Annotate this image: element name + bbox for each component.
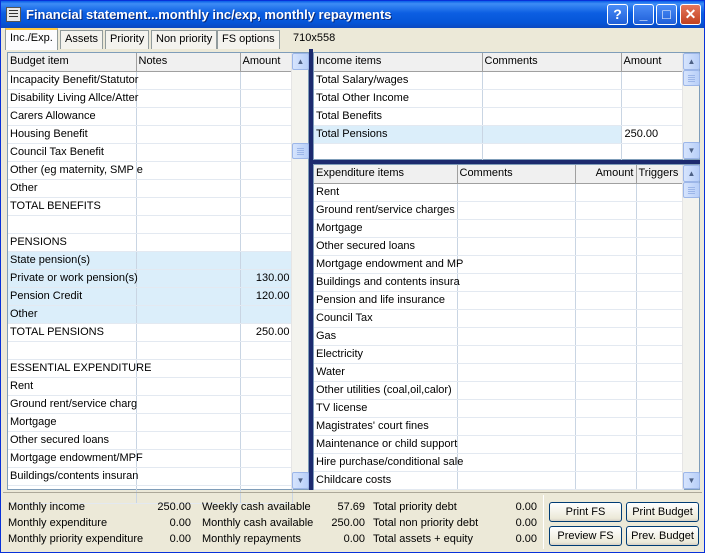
expenditure-item-cell[interactable]: Maintenance or child support	[314, 435, 457, 453]
table-row[interactable]	[8, 251, 292, 269]
table-row[interactable]	[8, 305, 292, 323]
income-item-cell[interactable]	[314, 143, 482, 161]
budget-item-cell[interactable]: Council Tax Benefit	[8, 143, 136, 161]
expenditure-triggers-cell[interactable]	[636, 309, 683, 327]
budget-item-cell[interactable]: Other secured loans	[8, 431, 136, 449]
budget-notes-cell[interactable]	[136, 467, 240, 485]
expenditure-amount-cell[interactable]	[575, 345, 636, 363]
table-row[interactable]	[314, 107, 683, 125]
expenditure-amount-cell[interactable]	[575, 363, 636, 381]
expenditure-triggers-cell[interactable]	[636, 435, 683, 453]
expenditure-comments-cell[interactable]	[457, 183, 575, 201]
table-row[interactable]	[314, 143, 683, 161]
expenditure-comments-cell[interactable]	[457, 327, 575, 345]
monthly-cash-label: Monthly cash available	[202, 517, 314, 529]
budget-amount-cell[interactable]	[240, 431, 292, 449]
weekly-cash-value: 57.69	[337, 501, 365, 513]
column-header-item[interactable]: Budget item	[8, 53, 136, 71]
budget-amount-cell[interactable]	[240, 359, 292, 377]
budget-amount-cell[interactable]	[240, 107, 292, 125]
table-row[interactable]	[8, 125, 292, 143]
expenditure-triggers-cell[interactable]	[636, 381, 683, 399]
expenditure-triggers-cell[interactable]	[636, 399, 683, 417]
budget-item-cell[interactable]: Mortgage endowment/MPF	[8, 449, 136, 467]
expenditure-amount-cell[interactable]	[575, 453, 636, 471]
expenditure-triggers-cell[interactable]	[636, 453, 683, 471]
expenditure-amount-cell[interactable]	[575, 435, 636, 453]
expenditure-scrollbar[interactable]	[682, 165, 699, 489]
expenditure-comments-cell[interactable]	[457, 363, 575, 381]
expenditure-amount-cell[interactable]	[575, 255, 636, 273]
expenditure-comments-cell[interactable]	[457, 381, 575, 399]
expenditure-grid	[313, 164, 700, 490]
expenditure-comments-cell[interactable]	[457, 273, 575, 291]
table-row[interactable]	[8, 413, 292, 431]
income-amount-cell[interactable]	[621, 143, 683, 161]
monthly-repayments-label: Monthly repayments	[202, 533, 302, 545]
budget-notes-cell[interactable]	[136, 269, 240, 287]
budget-amount-cell[interactable]	[240, 413, 292, 431]
minimize-button[interactable]: _	[633, 4, 654, 25]
budget-item-cell[interactable]: Disability Living Allce/Atter	[8, 89, 136, 107]
scroll-down-icon[interactable]: ▼	[683, 472, 700, 489]
budget-item-cell[interactable]	[8, 341, 136, 359]
budget-item-cell[interactable]: Carers Allowance	[8, 107, 136, 125]
scroll-up-icon[interactable]: ▲	[683, 53, 700, 70]
weekly-cash-label: Weekly cash available	[202, 501, 311, 513]
expenditure-comments-cell[interactable]	[457, 291, 575, 309]
expenditure-triggers-cell[interactable]	[636, 471, 683, 489]
scroll-up-icon[interactable]: ▲	[292, 53, 309, 70]
budget-item-cell[interactable]: TOTAL BENEFITS	[8, 197, 136, 215]
budget-notes-cell[interactable]	[136, 89, 240, 107]
expenditure-amount-cell[interactable]	[575, 381, 636, 399]
table-row[interactable]	[8, 161, 292, 179]
table-row[interactable]	[8, 449, 292, 467]
income-scrollbar[interactable]	[682, 53, 699, 159]
table-row[interactable]	[314, 363, 683, 381]
table-row[interactable]	[314, 435, 683, 453]
budget-item-cell[interactable]: TOTAL PENSIONS	[8, 323, 136, 341]
budget-scrollbar[interactable]	[291, 53, 308, 489]
column-header-comments[interactable]: Comments	[457, 165, 575, 183]
table-row[interactable]	[8, 341, 292, 359]
expenditure-triggers-cell[interactable]	[636, 327, 683, 345]
table-row[interactable]	[314, 291, 683, 309]
budget-notes-cell[interactable]	[136, 341, 240, 359]
table-row[interactable]	[8, 215, 292, 233]
expenditure-triggers-cell[interactable]	[636, 237, 683, 255]
monthly-priority-label: Monthly priority expenditure	[8, 533, 144, 545]
window-title: Financial statement...monthly inc/exp, monthly repayments	[26, 7, 392, 22]
expenditure-item-cell[interactable]: Buildings and contents insura	[314, 273, 457, 291]
budget-notes-cell[interactable]	[136, 125, 240, 143]
expenditure-item-cell[interactable]: Ground rent/service charges	[314, 201, 457, 219]
expenditure-item-cell[interactable]: Mortgage	[314, 219, 457, 237]
help-button[interactable]: ?	[607, 4, 628, 25]
budget-notes-cell[interactable]	[136, 197, 240, 215]
table-row[interactable]	[314, 417, 683, 435]
budget-amount-cell[interactable]	[240, 89, 292, 107]
budget-notes-cell[interactable]	[136, 179, 240, 197]
income-item-cell[interactable]: Total Benefits	[314, 107, 482, 125]
budget-notes-cell[interactable]	[136, 71, 240, 89]
expenditure-amount-cell[interactable]	[575, 273, 636, 291]
table-row[interactable]	[314, 71, 683, 89]
expenditure-triggers-cell[interactable]	[636, 201, 683, 219]
table-row[interactable]	[8, 431, 292, 449]
budget-amount-cell[interactable]	[240, 395, 292, 413]
table-row[interactable]	[314, 273, 683, 291]
table-row[interactable]	[314, 309, 683, 327]
income-comments-cell[interactable]	[482, 107, 621, 125]
summary-bar	[3, 492, 702, 551]
income-item-cell[interactable]: Total Pensions	[314, 125, 482, 143]
tab-assets[interactable]: Assets	[60, 30, 103, 49]
scroll-down-icon[interactable]: ▼	[292, 472, 309, 489]
tab-strip	[3, 28, 703, 49]
tab-inc-exp[interactable]: Inc./Exp.	[5, 28, 58, 50]
expenditure-comments-cell[interactable]	[457, 201, 575, 219]
monthly-repayments-value: 0.00	[343, 533, 365, 545]
expenditure-item-cell[interactable]: Water	[314, 363, 457, 381]
budget-notes-cell[interactable]	[136, 305, 240, 323]
total-assets-value: 0.00	[515, 533, 537, 545]
budget-amount-cell[interactable]	[240, 377, 292, 395]
column-header-triggers[interactable]: Triggers	[636, 165, 683, 183]
income-header-row	[314, 53, 683, 71]
expenditure-comments-cell[interactable]	[457, 471, 575, 489]
budget-amount-cell[interactable]: 130.00	[240, 269, 292, 287]
table-row[interactable]	[314, 471, 683, 489]
expenditure-amount-cell[interactable]	[575, 327, 636, 345]
expenditure-comments-cell[interactable]	[457, 417, 575, 435]
monthly-cash-value: 250.00	[331, 517, 365, 529]
expenditure-comments-cell[interactable]	[457, 345, 575, 363]
column-header-notes[interactable]: Notes	[136, 53, 240, 71]
budget-amount-cell[interactable]	[240, 125, 292, 143]
total-priority-value: 0.00	[515, 501, 537, 513]
table-row[interactable]	[8, 197, 292, 215]
budget-amount-cell[interactable]	[240, 71, 292, 89]
budget-grid	[7, 52, 309, 490]
table-row[interactable]	[8, 467, 292, 485]
app-icon	[6, 7, 21, 22]
expenditure-amount-cell[interactable]	[575, 237, 636, 255]
table-row[interactable]	[314, 219, 683, 237]
column-header-item[interactable]: Expenditure items	[314, 165, 457, 183]
monthly-income-value: 250.00	[157, 501, 191, 513]
budget-notes-cell[interactable]	[136, 161, 240, 179]
table-row[interactable]	[314, 381, 683, 399]
budget-amount-cell[interactable]	[240, 143, 292, 161]
expenditure-triggers-cell[interactable]	[636, 219, 683, 237]
scroll-down-icon[interactable]: ▼	[683, 142, 700, 159]
expenditure-comments-cell[interactable]	[457, 237, 575, 255]
budget-item-cell[interactable]: PENSIONS	[8, 233, 136, 251]
expenditure-item-cell[interactable]: Gas	[314, 327, 457, 345]
title-bar[interactable]	[1, 1, 704, 28]
income-comments-cell[interactable]	[482, 89, 621, 107]
table-row[interactable]	[8, 377, 292, 395]
table-row[interactable]	[314, 125, 683, 143]
budget-item-cell[interactable]	[8, 215, 136, 233]
expenditure-triggers-cell[interactable]	[636, 291, 683, 309]
budget-item-cell[interactable]: Other	[8, 305, 136, 323]
monthly-expenditure-value: 0.00	[169, 517, 191, 529]
expenditure-comments-cell[interactable]	[457, 309, 575, 327]
budget-notes-cell[interactable]	[136, 215, 240, 233]
expenditure-comments-cell[interactable]	[457, 255, 575, 273]
budget-amount-cell[interactable]	[240, 251, 292, 269]
monthly-income-label: Monthly income	[8, 501, 86, 513]
scroll-up-icon[interactable]: ▲	[683, 165, 700, 182]
budget-amount-cell[interactable]	[240, 467, 292, 485]
close-button[interactable]: ✕	[680, 4, 701, 25]
expenditure-item-cell[interactable]: Childcare costs	[314, 471, 457, 489]
expenditure-amount-cell[interactable]	[575, 219, 636, 237]
expenditure-item-cell[interactable]: Mortgage endowment and MP	[314, 255, 457, 273]
budget-amount-cell[interactable]	[240, 449, 292, 467]
expenditure-triggers-cell[interactable]	[636, 363, 683, 381]
budget-amount-cell[interactable]	[240, 161, 292, 179]
expenditure-item-cell[interactable]: Other utilities (coal,oil,calor)	[314, 381, 457, 399]
tab-fs-options[interactable]: FS options	[217, 30, 280, 49]
total-priority-label: Total priority debt	[373, 501, 457, 513]
print-fs-button[interactable]: Print FS	[549, 502, 622, 522]
income-item-cell[interactable]: Total Other Income	[314, 89, 482, 107]
budget-notes-cell[interactable]	[136, 449, 240, 467]
budget-item-cell[interactable]: Ground rent/service charg	[8, 395, 136, 413]
tab-non-priority[interactable]: Non priority	[151, 30, 217, 49]
income-amount-cell[interactable]: 250.00	[621, 125, 683, 143]
budget-header-row	[8, 53, 292, 71]
table-row[interactable]	[8, 359, 292, 377]
expenditure-item-cell[interactable]: Magistrates' court fines	[314, 417, 457, 435]
budget-notes-cell[interactable]	[136, 377, 240, 395]
budget-notes-cell[interactable]	[136, 359, 240, 377]
budget-amount-cell[interactable]	[240, 233, 292, 251]
column-header-amount[interactable]: Amount	[240, 53, 292, 71]
income-amount-cell[interactable]	[621, 107, 683, 125]
budget-notes-cell[interactable]	[136, 107, 240, 125]
dimensions-label: 710x558	[293, 32, 336, 44]
expenditure-amount-cell[interactable]	[575, 309, 636, 327]
expenditure-comments-cell[interactable]	[457, 453, 575, 471]
expenditure-item-cell[interactable]: Hire purchase/conditional sale	[314, 453, 457, 471]
table-row[interactable]	[314, 453, 683, 471]
expenditure-amount-cell[interactable]	[575, 399, 636, 417]
budget-item-cell[interactable]: Private or work pension(s)	[8, 269, 136, 287]
column-header-item[interactable]: Income items	[314, 53, 482, 71]
expenditure-triggers-cell[interactable]	[636, 345, 683, 363]
budget-notes-cell[interactable]	[136, 287, 240, 305]
table-row[interactable]	[314, 237, 683, 255]
table-row[interactable]	[8, 269, 292, 287]
table-row[interactable]	[8, 143, 292, 161]
summary-separator	[543, 495, 544, 549]
table-row[interactable]	[314, 345, 683, 363]
budget-notes-cell[interactable]	[136, 431, 240, 449]
budget-item-cell[interactable]: Mortgage	[8, 413, 136, 431]
expenditure-comments-cell[interactable]	[457, 435, 575, 453]
scroll-thumb[interactable]	[683, 70, 700, 86]
budget-item-cell[interactable]: Rent	[8, 377, 136, 395]
budget-amount-cell[interactable]: 250.00	[240, 323, 292, 341]
total-assets-label: Total assets + equity	[373, 533, 473, 545]
table-row[interactable]	[8, 89, 292, 107]
maximize-button[interactable]: □	[656, 4, 677, 25]
expenditure-item-cell[interactable]: Electricity	[314, 345, 457, 363]
budget-amount-cell[interactable]	[240, 341, 292, 359]
budget-amount-cell[interactable]	[240, 305, 292, 323]
expenditure-item-cell[interactable]: Rent	[314, 183, 457, 201]
income-comments-cell[interactable]	[482, 143, 621, 161]
budget-notes-cell[interactable]	[136, 413, 240, 431]
prev-budget-button[interactable]: Prev. Budget	[626, 526, 699, 546]
income-amount-cell[interactable]	[621, 71, 683, 89]
income-comments-cell[interactable]	[482, 71, 621, 89]
expenditure-triggers-cell[interactable]	[636, 417, 683, 435]
expenditure-item-cell[interactable]: Pension and life insurance	[314, 291, 457, 309]
column-header-comments[interactable]: Comments	[482, 53, 621, 71]
budget-notes-cell[interactable]	[136, 323, 240, 341]
table-row[interactable]	[8, 287, 292, 305]
table-row[interactable]	[314, 399, 683, 417]
expenditure-triggers-cell[interactable]	[636, 255, 683, 273]
income-item-cell[interactable]: Total Salary/wages	[314, 71, 482, 89]
expenditure-triggers-cell[interactable]	[636, 273, 683, 291]
table-row[interactable]	[8, 233, 292, 251]
expenditure-amount-cell[interactable]	[575, 471, 636, 489]
table-row[interactable]	[314, 327, 683, 345]
expenditure-item-cell[interactable]: Other secured loans	[314, 237, 457, 255]
column-header-amount[interactable]: Amount	[575, 165, 636, 183]
expenditure-header-row	[314, 165, 683, 183]
total-non-priority-label: Total non priority debt	[373, 517, 479, 529]
budget-amount-cell[interactable]	[240, 179, 292, 197]
table-row[interactable]	[314, 89, 683, 107]
expenditure-table	[314, 165, 684, 490]
expenditure-item-cell[interactable]: Council Tax	[314, 309, 457, 327]
scroll-thumb[interactable]	[683, 182, 700, 198]
table-row[interactable]	[8, 71, 292, 89]
income-table	[314, 53, 684, 162]
table-row[interactable]	[8, 323, 292, 341]
budget-notes-cell[interactable]	[136, 233, 240, 251]
expenditure-item-cell[interactable]: TV license	[314, 399, 457, 417]
table-row[interactable]	[314, 201, 683, 219]
expenditure-comments-cell[interactable]	[457, 219, 575, 237]
budget-item-cell[interactable]: State pension(s)	[8, 251, 136, 269]
income-comments-cell[interactable]	[482, 125, 621, 143]
budget-item-cell[interactable]: Housing Benefit	[8, 125, 136, 143]
table-row[interactable]	[314, 183, 683, 201]
total-non-priority-value: 0.00	[515, 517, 537, 529]
print-budget-button[interactable]: Print Budget	[626, 502, 699, 522]
table-row[interactable]	[8, 395, 292, 413]
budget-amount-cell[interactable]: 120.00	[240, 287, 292, 305]
budget-notes-cell[interactable]	[136, 395, 240, 413]
budget-amount-cell[interactable]	[240, 215, 292, 233]
table-row[interactable]	[314, 255, 683, 273]
table-row[interactable]	[8, 107, 292, 125]
monthly-priority-value: 0.00	[169, 533, 191, 545]
expenditure-amount-cell[interactable]	[575, 291, 636, 309]
table-row[interactable]	[8, 179, 292, 197]
budget-item-cell[interactable]: Incapacity Benefit/Statutor	[8, 71, 136, 89]
preview-fs-button[interactable]: Preview FS	[549, 526, 622, 546]
budget-item-cell[interactable]: ESSENTIAL EXPENDITURE	[8, 359, 136, 377]
expenditure-amount-cell[interactable]	[575, 417, 636, 435]
budget-item-cell[interactable]: Pension Credit	[8, 287, 136, 305]
budget-item-cell[interactable]: Buildings/contents insuran	[8, 467, 136, 485]
income-amount-cell[interactable]	[621, 89, 683, 107]
expenditure-comments-cell[interactable]	[457, 399, 575, 417]
budget-amount-cell[interactable]	[240, 197, 292, 215]
budget-notes-cell[interactable]	[136, 251, 240, 269]
monthly-expenditure-label: Monthly expenditure	[8, 517, 108, 529]
budget-item-cell[interactable]: Other	[8, 179, 136, 197]
income-grid	[313, 52, 700, 160]
budget-notes-cell[interactable]	[136, 143, 240, 161]
tab-priority[interactable]: Priority	[105, 30, 149, 49]
budget-table	[8, 53, 293, 504]
expenditure-amount-cell[interactable]	[575, 201, 636, 219]
budget-item-cell[interactable]: Other (eg maternity, SMP e	[8, 161, 136, 179]
expenditure-triggers-cell[interactable]	[636, 183, 683, 201]
scroll-thumb[interactable]	[292, 143, 309, 159]
expenditure-amount-cell[interactable]	[575, 183, 636, 201]
column-header-amount[interactable]: Amount	[621, 53, 683, 71]
